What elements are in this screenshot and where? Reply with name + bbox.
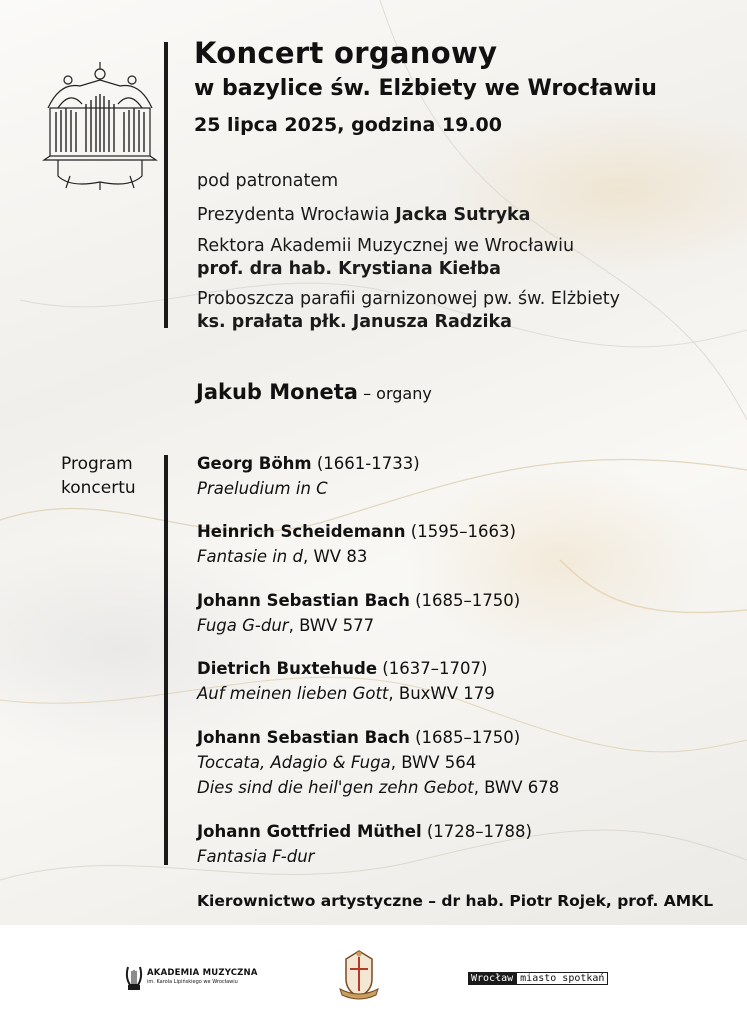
composer-dates: (1728–1788) <box>421 822 532 841</box>
composer-name: Johann Sebastian Bach <box>197 591 410 610</box>
work-title: Praeludium in C <box>197 479 328 498</box>
work-catalog: , BWV 678 <box>473 778 560 797</box>
venue-subtitle: w bazylice św. Elżbiety we Wrocławiu <box>194 76 657 101</box>
patronage-intro: pod patronatem <box>197 171 339 191</box>
composer-dates: (1595–1663) <box>405 522 516 541</box>
event-date: 25 lipca 2025, godzina 19.00 <box>194 114 502 136</box>
composer-name: Johann Sebastian Bach <box>197 728 410 747</box>
program-label: Program koncertu <box>61 454 136 498</box>
city-logo-slogan: miasto spotkań <box>516 972 608 985</box>
performer-role: – organy <box>357 384 432 403</box>
patron-3-name: ks. prałata płk. Janusza Radzika <box>197 312 512 332</box>
work-title: Fantasie in d <box>197 547 303 566</box>
sponsor-logo-bar <box>0 925 747 1025</box>
academy-logo <box>125 965 258 991</box>
composer-dates: (1637–1707) <box>377 659 488 678</box>
patron-2-name: prof. dra hab. Krystiana Kiełba <box>197 259 501 279</box>
program-piece <box>197 656 495 706</box>
patron-1-title: Prezydenta Wrocławia <box>197 205 396 225</box>
work-catalog: , BuxWV 179 <box>388 684 495 703</box>
composer-dates: (1661-1733) <box>311 454 420 473</box>
composer-dates: (1685–1750) <box>409 591 521 610</box>
program-piece <box>197 725 559 800</box>
performer-name: Jakub Moneta <box>196 380 358 404</box>
program-divider-bar <box>164 455 168 865</box>
patronage-line-1 <box>197 205 530 225</box>
academy-lyre-icon <box>125 965 143 991</box>
program-piece <box>197 451 420 501</box>
composer-name: Heinrich Scheidemann <box>197 522 406 541</box>
work-title: Fuga G-dur <box>197 616 289 635</box>
academy-logo-subtitle: im. Karola Lipińskiego we Wrocławiu <box>147 979 238 985</box>
work-title: Dies sind die heil'gen zehn Gebot <box>197 778 474 797</box>
work-title: Fantasia F-dur <box>197 847 315 866</box>
work-title: Toccata, Adagio & Fuga <box>197 753 391 772</box>
program-piece <box>197 588 520 638</box>
patron-1-name: Jacka Sutryka <box>395 205 531 225</box>
patron-2-title: Rektora Akademii Muzycznej we Wrocławiu <box>197 236 575 256</box>
city-logo-name: Wrocław <box>468 972 516 985</box>
composer-name: Dietrich Buxtehude <box>197 659 378 678</box>
work-catalog: , BWV 577 <box>288 616 375 635</box>
composer-name: Johann Gottfried Müthel <box>197 822 422 841</box>
patron-3-title: Proboszcza parafii garnizonowej pw. św. Elżbiety <box>197 289 620 309</box>
organ-icon <box>40 60 160 192</box>
composer-name: Georg Böhm <box>197 454 312 473</box>
work-title: Auf meinen lieben Gott <box>197 684 389 703</box>
performer <box>196 380 432 404</box>
header-divider-bar <box>164 42 168 328</box>
artistic-direction-credit: Kierownictwo artystyczne – dr hab. Piotr Rojek, prof. AMKL <box>197 892 714 910</box>
composer-dates: (1685–1750) <box>409 728 521 747</box>
program-piece <box>197 819 532 869</box>
work-catalog: , BWV 564 <box>390 753 477 772</box>
parish-crest-icon <box>338 949 380 1001</box>
city-logo <box>468 972 608 985</box>
program-piece <box>197 519 516 569</box>
work-catalog: , WV 83 <box>302 547 368 566</box>
page-title: Koncert organowy <box>194 36 498 70</box>
academy-logo-name: AKADEMIA MUZYCZNA <box>147 968 258 978</box>
